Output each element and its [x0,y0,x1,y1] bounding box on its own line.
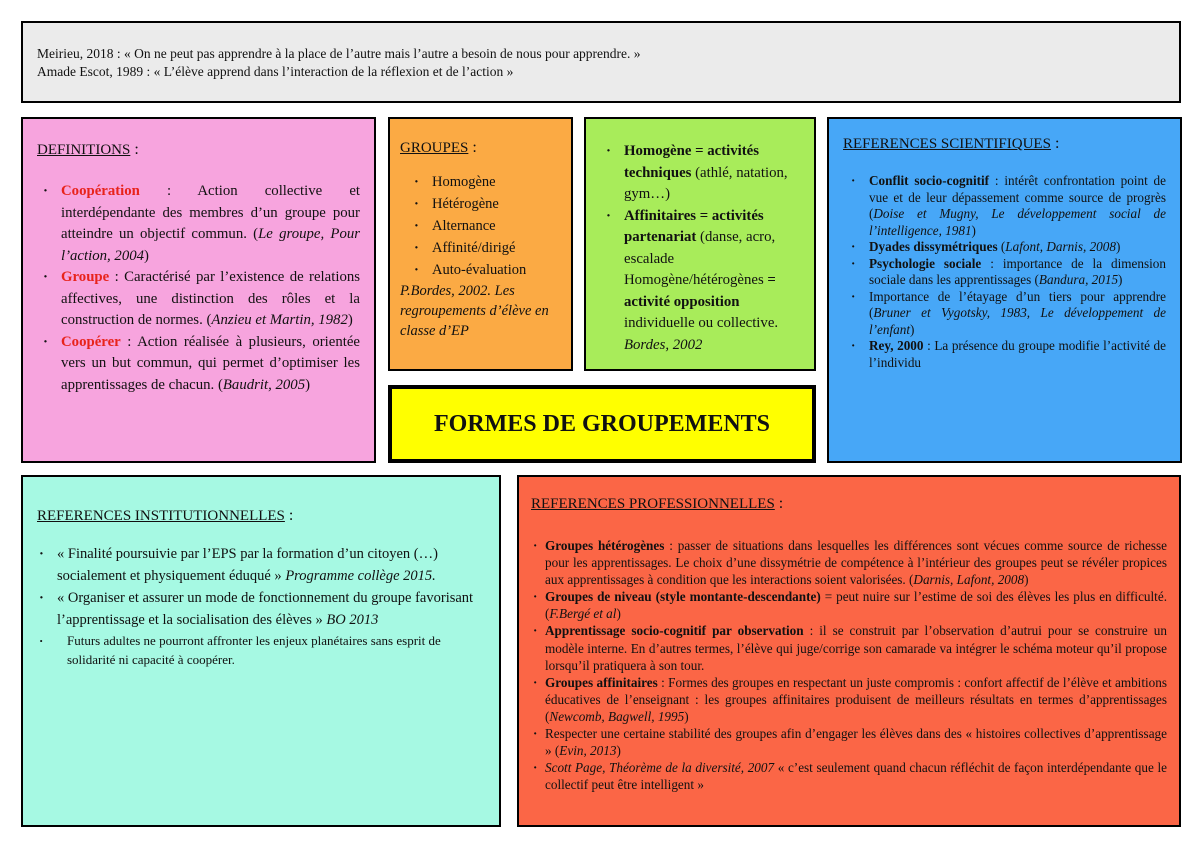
definition-item: · Groupe : Caractérisé par l’existence de relations affectives, une distinction des rôles et la construction de normes. (Anzieu et Martin, 1982) [61,267,360,332]
quotes-box [21,21,1181,103]
definition-item: · Coopérer : Action réalisée à plusieurs, orientée vers un but commun, qui permet d’optimiser les apprentissages de chacun. (Baudrit, 2005) [61,332,360,397]
refpro-title: REFERENCES PROFESSIONNELLES [531,496,775,512]
definition-item: · Coopération : Action collective et interdépendante des membres d’un groupe pour atteindre un objectif commun. (Le groupe, Pour l’action, 2004) [61,181,360,267]
refsci-item: · Dyades dissymétriques (Lafont, Darnis, 2008) [869,239,1166,256]
references-scientifiques-box [827,117,1182,463]
homogeneity-list [596,141,804,356]
refinst-title: REFERENCES INSTITUTIONNELLES [37,508,285,524]
homogeneity-item: Homogène/hétérogènes = activité opposition individuelle ou collective. Bordes, 2002 [624,272,779,353]
groupes-reference: P.Bordes, 2002. Les regroupements d’élève en classe d’EP [400,283,549,339]
refinst-item: · « Organiser et assurer un mode de fonctionnement du groupe favorisant l’apprentissage et la socialisation des élèves » BO 2013 [57,587,485,631]
groupe-item: · Alternance [432,215,561,237]
refinst-header: REFERENCES INSTITUTIONNELLES : [37,507,294,524]
refsci-list [843,173,1166,371]
homogeneity-item: · Homogène = activités techniques (athlé, natation, gym…) [624,141,804,206]
refsci-item: · Psychologie sociale : importance de la dimension sociale dans les apprentissages (Bandura, 2015) [869,256,1166,289]
refpro-item: · Groupes hétérogènes : passer de situations dans lesquelles les différences sont vécues comme source de richesse pour les apprentissages. Le choix d’une dissymétrie de compétence à l’intérieur des groupes peut se révéler propices aux apprentissages à condition que les interactions soient valorisées. (Darnis, Lafont, 2008) [545,537,1167,588]
refinst-item: · « Finalité poursuivie par l’EPS par la formation d’un citoyen (…) socialement et physiquement éduqué » Programme collège 2015. [57,543,485,587]
definitions-header: DEFINITIONS : [37,141,139,158]
definitions-title: DEFINITIONS [37,142,131,158]
refpro-item: · Scott Page, Théorème de la diversité, 2007 « c’est seulement quand chacun réfléchit de façon interdépendante que le collectif peut être intelligent » [545,759,1167,793]
definitions-box [21,117,376,463]
refsci-item: · Conflit socio-cognitif : intérêt confrontation point de vue et de leur dépassement comme source de progrès (Doise et Mugny, Le développement social de l’intelligence, 1981) [869,173,1166,239]
formes-de-groupements-title: FORMES DE GROUPEMENTS [388,385,816,463]
refpro-item: · Apprentissage socio-cognitif par observation : il se construit par l’observation d’autrui pour se construire un modèle interne. En d’autres termes, l’élève qui juge/corrige son camarade va intégrer le schéma moteur qu’il propose lorsqu’il pratiquera à son tour. [545,622,1167,673]
refpro-header: REFERENCES PROFESSIONNELLES : [531,495,784,512]
groupe-item: · Affinité/dirigé [432,237,561,259]
references-professionnelles-box [517,475,1181,827]
groupes-list [400,171,561,281]
groupe-item: · Hétérogène [432,193,561,215]
refpro-item: · Respecter une certaine stabilité des groupes afin d’engager les élèves dans des « histoires collectives d’apprentissage » (Evin, 2013) [545,725,1167,759]
quote-meirieu: Meirieu, 2018 : « On ne peut pas apprendre à la place de l’autre mais l’autre a besoin de nous pour apprendre. » [37,46,641,61]
refpro-list [531,537,1167,793]
refpro-item: · Groupes affinitaires : Formes des groupes en respectant un juste compromis : confort affectif de l’élève et ambitions éducatives de l’enseignant : les groupes affinitaires produisent de meilleurs résultats en termes d’apprentissages (Newcomb, Bagwell, 1995) [545,674,1167,725]
homogeneity-box [584,117,816,371]
definitions-list [37,181,360,396]
refsci-title: REFERENCES SCIENTIFIQUES [843,136,1051,152]
groupes-title: GROUPES [400,140,469,156]
refinst-list [37,543,485,669]
refinst-item: · Futurs adultes ne pourront affronter les enjeux planétaires sans esprit de solidarité ni capacité à coopérer. [57,631,485,669]
quote-amade-escot: Amade Escot, 1989 : « L’élève apprend dans l’interaction de la réflexion et de l’action » [37,64,514,79]
refsci-item: · Rey, 2000 : La présence du groupe modifie l’activité de l’individu [869,338,1166,371]
references-institutionnelles-box [21,475,501,827]
groupe-item: · Homogène [432,171,561,193]
groupes-header: GROUPES : [400,139,477,156]
groupes-box [388,117,573,371]
homogeneity-item: · Affinitaires = activités partenariat (danse, acro, escalade [624,206,804,271]
refsci-header: REFERENCES SCIENTIFIQUES : [843,135,1060,152]
refsci-item: · Importance de l’étayage d’un tiers pour apprendre (Bruner et Vygotsky, 1983, Le développement de l’enfant) [869,289,1166,339]
groupe-item: · Auto-évaluation [432,259,561,281]
refpro-item: · Groupes de niveau (style montante-descendante) = peut nuire sur l’estime de soi des élèves les plus en difficulté. (F.Bergé et al) [545,588,1167,622]
